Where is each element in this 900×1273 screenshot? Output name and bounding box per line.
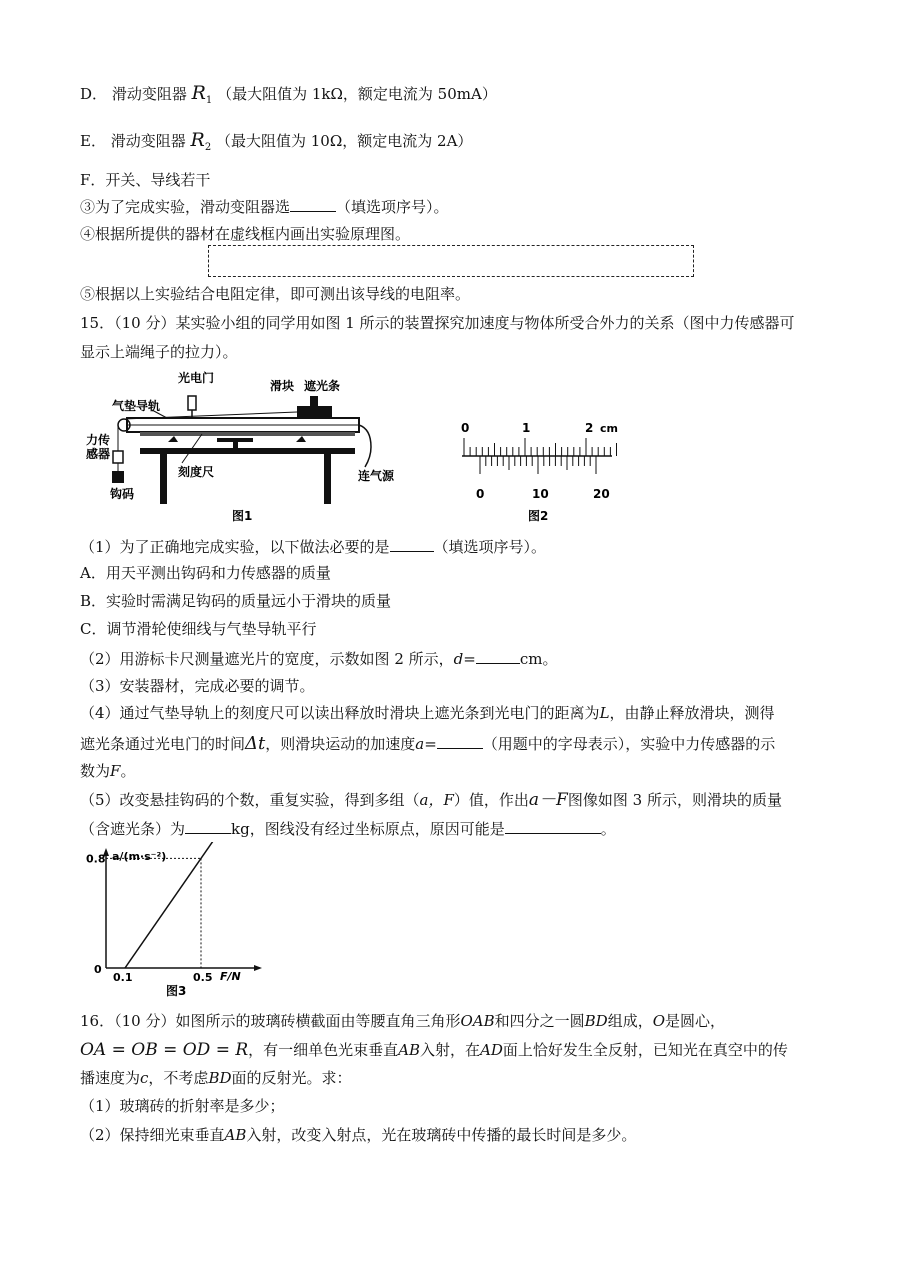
q15-part4-dt: Δt [245,733,266,754]
option-d-subscript: 1 [205,95,213,106]
step-4: ④根据所提供的器材在虚线框内画出实验原理图。 [80,225,411,243]
figure-1-apparatus [82,368,412,528]
q16-question2 [80,1125,636,1145]
q16-q2-a: （2）保持细光束垂直 [80,1126,225,1144]
q15-option-b: B．实验时需满足钩码的质量远小于滑块的质量 [80,592,392,610]
q16-line1 [80,1011,725,1031]
main-scale-ticks [464,438,617,456]
step-3-pre: ③为了完成实验，滑动变阻器选 [80,198,291,216]
q16-l2-a: ，有一细单色光束垂直 [248,1041,399,1059]
step-3-post: （填选项序号）。 [336,198,449,216]
label-photogate: 光电门 [178,371,215,385]
q16-oab: OAB [460,1012,495,1030]
q15-part3: （3）安装器材，完成必要的调节。 [80,677,315,695]
q15-part4-c: 遮光条通过光电门的时间 [80,735,246,753]
option-e-letter: E． [80,132,106,150]
q15-part4-g: 。 [120,762,136,780]
force-sensor [113,451,123,463]
q15-part5-aF: a，F [419,791,454,809]
vernier-label-20: 20 [593,487,610,501]
label-force-sensor-1: 力传 [86,433,111,447]
origin-label: 0 [94,963,102,976]
answer-blank-reason[interactable] [505,818,601,834]
main-label-0: 0 [461,421,470,435]
y-tick-0.8: 0.8 [86,852,106,866]
answer-blank-part2[interactable] [476,648,520,664]
q15-option-c: C．调节滑轮使细线与气垫导轨平行 [80,620,317,638]
q16-l2-c: 面上恰好发生全反射，已知光在真空中的传 [502,1041,788,1059]
q15-part4-line2: 遮光条通过光电门的时间Δt，则滑块运动的加速度a= （用题中的字母表示），实验中力传感器的示 [80,733,776,754]
figure-1-caption: 图1 [232,509,253,523]
main-label-2: 2 [585,421,594,435]
q15-part5-a: （5）改变悬挂钩码的个数，重复实验，得到多组（ [80,791,420,809]
q15-part5-d: （含遮光条）为 [80,820,186,838]
q15-part2-eq: = [463,650,476,668]
center-support-stem [233,440,238,448]
q16-c: c [140,1069,149,1087]
answer-blank-rheostat[interactable] [290,196,336,212]
option-d-letter: D． [80,85,108,103]
q15-part2 [80,648,557,669]
q16-bd: BD [584,1012,608,1030]
q16-o: O [652,1012,666,1030]
light-shield [310,396,318,406]
label-hook-weight: 钩码 [110,487,135,501]
q15-part4-line1 [80,703,775,723]
x-axis-arrow [254,965,262,971]
option-d-detail: （最大阻值为 1kΩ，额定电流为 50mA） [217,85,497,103]
option-e-subscript: 2 [204,142,212,153]
circuit-drawing-box[interactable] [208,245,694,277]
vernier-scale-ticks [480,456,596,474]
table-leg-left [160,454,167,504]
q15-part4-L: L [599,704,610,722]
step-3 [80,196,449,217]
x-tick-0.1: 0.1 [113,971,133,984]
answer-blank-part1[interactable] [390,536,434,552]
q16-l3-a: 播速度为 [80,1069,141,1087]
q15-part1 [80,536,546,557]
hook-weight [112,471,124,483]
x-axis-label: F/N [220,970,241,983]
q16-l1-c: 组成， [607,1012,653,1030]
vernier-label-0: 0 [476,487,485,501]
label-slider: 滑块 [270,379,295,393]
q15-part4-e: （用题中的字母表示），实验中力传感器的示 [482,735,776,753]
q16-q2-ab: AB [224,1126,247,1144]
q15-part4-d: ，则滑块运动的加速度 [265,735,416,753]
q15-part1-post: （填选项序号）。 [433,538,547,556]
q15-part5-line1 [80,790,782,810]
q15-part5-e: kg，图线没有经过坐标原点，原因可能是 [231,820,505,838]
table-top [140,448,355,454]
q15-part4-line3 [80,761,135,781]
q15-intro-line2: 显示上端绳子的拉力）。 [80,343,238,361]
label-air-source: 连气源 [358,469,395,483]
figure-2-vernier [450,418,630,528]
q16-ab: AB [398,1041,421,1059]
q16-l1-b: 和四分之一圆 [494,1012,585,1030]
option-f: F．开关、导线若干 [80,171,211,189]
q15-part2-var: d [453,650,464,668]
scale-ruler [140,432,355,436]
x-tick-0.5: 0.5 [193,971,213,984]
label-force-sensor-2: 感器 [86,447,111,461]
answer-blank-part4[interactable] [437,733,483,749]
q16-q2-b: 入射，改变入射点，光在玻璃砖中传播的最长时间是多少。 [246,1126,637,1144]
main-unit: cm [600,422,618,435]
vernier-label-10: 10 [532,487,549,501]
q15-part5-aminusF: a－F [528,790,568,810]
q15-part1-pre: （1）为了正确地完成实验，以下做法必要的是 [80,538,390,556]
q15-part5-line2 [80,818,616,839]
q15-part4-b: ，由静止释放滑块，测得 [609,704,775,722]
figure-3-caption: 图3 [166,984,187,998]
step-5: ⑤根据以上实验结合电阻定律，即可测出该导线的电阻率。 [80,285,471,303]
q15-part2-post: cm。 [519,650,558,668]
table-leg-right [324,454,331,504]
option-e-symbol: R [190,129,205,151]
q15-part5-f: 。 [600,820,616,838]
figure-2-caption: 图2 [528,509,549,523]
q15-part4-f: 数为 [80,762,111,780]
label-air-track: 气垫导轨 [112,399,161,413]
q16-l3-bd: BD [208,1069,232,1087]
q15-part5-b: ）值，作出 [453,791,529,809]
label-ruler: 刻度尺 [178,465,215,479]
q15-part4-F: F [110,762,121,780]
q16-equation: OA = OB = OD = R [80,1040,249,1060]
label-light-shield: 遮光条 [304,379,341,393]
q15-option-a: A．用天平测出钩码和力传感器的质量 [80,564,331,582]
option-e [80,130,472,158]
q16-l3-b: ，不考虑 [148,1069,209,1087]
y-axis-label: a/(m·s⁻²) [112,850,167,863]
option-d-symbol: R [191,82,206,104]
q16-l1-d: 是圆心， [665,1012,726,1030]
figure-3-chart [86,842,286,1002]
q16-ad: AD [480,1041,503,1059]
q15-intro-line1: 15．（10 分）某实验小组的同学用如图 1 所示的装置探究加速度与物体所受合外力的关系（图中力传感器可 [80,314,795,332]
q15-part5-c: 图像如图 3 所示，则滑块的质量 [567,791,782,809]
q16-l2-b: 入射，在 [420,1041,481,1059]
photogate [188,396,196,410]
q16-question1: （1）玻璃砖的折射率是多少； [80,1097,285,1115]
main-label-1: 1 [522,421,531,435]
option-d-text: 滑动变阻器 [111,85,187,103]
q16-l1: 16．（10 分）如图所示的玻璃砖横截面由等腰直角三角形 [80,1012,461,1030]
option-e-detail: （最大阻值为 10Ω，额定电流为 2A） [216,132,473,150]
q15-part2-pre: （2）用游标卡尺测量遮光片的宽度，示数如图 2 所示， [80,650,454,668]
option-e-text: 滑动变阻器 [110,132,186,150]
q15-part4-a-var: a [415,735,425,753]
q15-part4-a: （4）通过气垫导轨上的刻度尺可以读出释放时滑块上遮光条到光电门的距离为 [80,704,600,722]
option-d [80,83,497,111]
answer-blank-mass[interactable] [185,818,231,834]
q16-line3 [80,1068,352,1088]
q16-l3-d: 面的反射光。求： [231,1069,352,1087]
air-hose [359,425,371,467]
q16-line2 [80,1040,788,1060]
slider-block [297,406,332,418]
